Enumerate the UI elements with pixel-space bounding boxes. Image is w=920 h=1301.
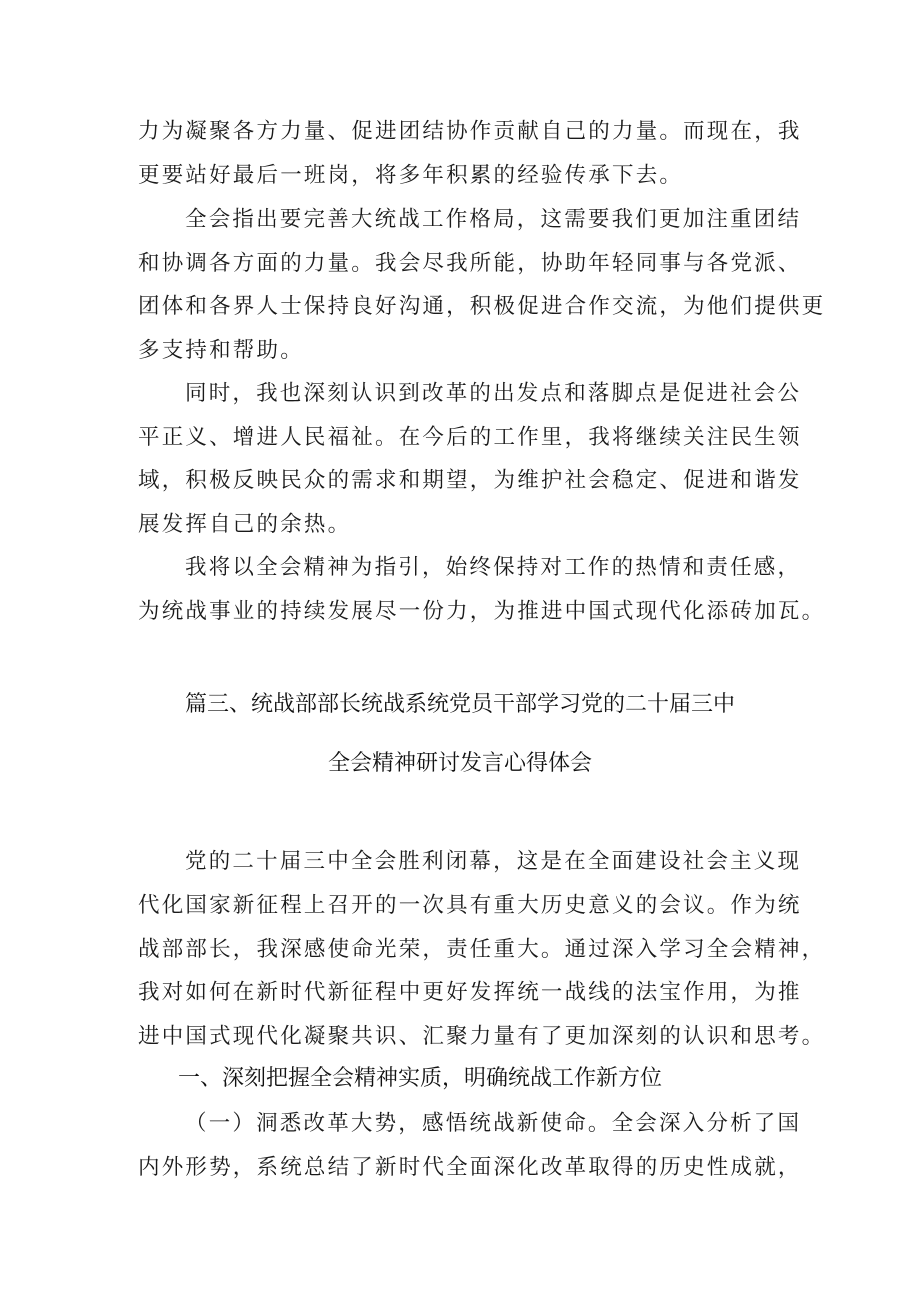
paragraph-line: （一）洞悉改革大势，感悟统战新使命。全会深入分析了国 xyxy=(185,1111,802,1136)
paragraph-line: 团体和各界人士保持良好沟通，积极促进合作交流，为他们提供更 xyxy=(138,294,826,319)
paragraph-line: 多支持和帮助。 xyxy=(138,338,304,363)
section-title-line-2: 全会精神研讨发言心得体会 xyxy=(327,751,592,776)
paragraph-line: 进中国式现代化凝聚共识、汇聚力量有了更加深刻的认识和思考。 xyxy=(138,1024,826,1049)
paragraph-line: 平正义、增进人民福祉。在今后的工作里，我将继续关注民生领 xyxy=(138,425,802,450)
paragraph-line: 我对如何在新时代新征程中更好发挥统一战线的法宝作用，为推 xyxy=(138,980,802,1005)
paragraph-line: 我将以全会精神为指引，始终保持对工作的热情和责任感， xyxy=(185,555,802,580)
paragraph-line: 更要站好最后一班岗，将多年积累的经验传承下去。 xyxy=(138,163,684,188)
paragraph-line: 同时，我也深刻认识到改革的出发点和落脚点是促进社会公 xyxy=(185,381,802,406)
paragraph-line: 力为凝聚各方力量、促进团结协作贡献自己的力量。而现在，我 xyxy=(138,119,802,144)
paragraph-line: 党的二十届三中全会胜利闭幕，这是在全面建设社会主义现 xyxy=(185,849,802,874)
section-title-line-1: 篇三、统战部部长统战系统党员干部学习党的二十届三中 xyxy=(184,692,735,717)
paragraph-line: 内外形势，系统总结了新时代全面深化改革取得的历史性成就， xyxy=(138,1155,802,1180)
paragraph-line: 全会指出要完善大统战工作格局，这需要我们更加注重团结 xyxy=(185,207,802,232)
paragraph-line: 和协调各方面的力量。我会尽我所能，协助年轻同事与各党派、 xyxy=(138,251,802,276)
paragraph-line: 代化国家新征程上召开的一次具有重大历史意义的会议。作为统 xyxy=(138,893,802,918)
subsection-heading: 一、深刻把握全会精神实质，明确统战工作新方位 xyxy=(178,1066,663,1091)
paragraph-line: 域，积极反映民众的需求和期望，为维护社会稳定、促进和谐发 xyxy=(138,468,802,493)
paragraph-line: 战部部长，我深感使命光荣，责任重大。通过深入学习全会精神， xyxy=(138,937,826,962)
paragraph-line: 为统战事业的持续发展尽一份力，为推进中国式现代化添砖加瓦。 xyxy=(138,599,826,624)
paragraph-line: 展发挥自己的余热。 xyxy=(138,512,352,537)
